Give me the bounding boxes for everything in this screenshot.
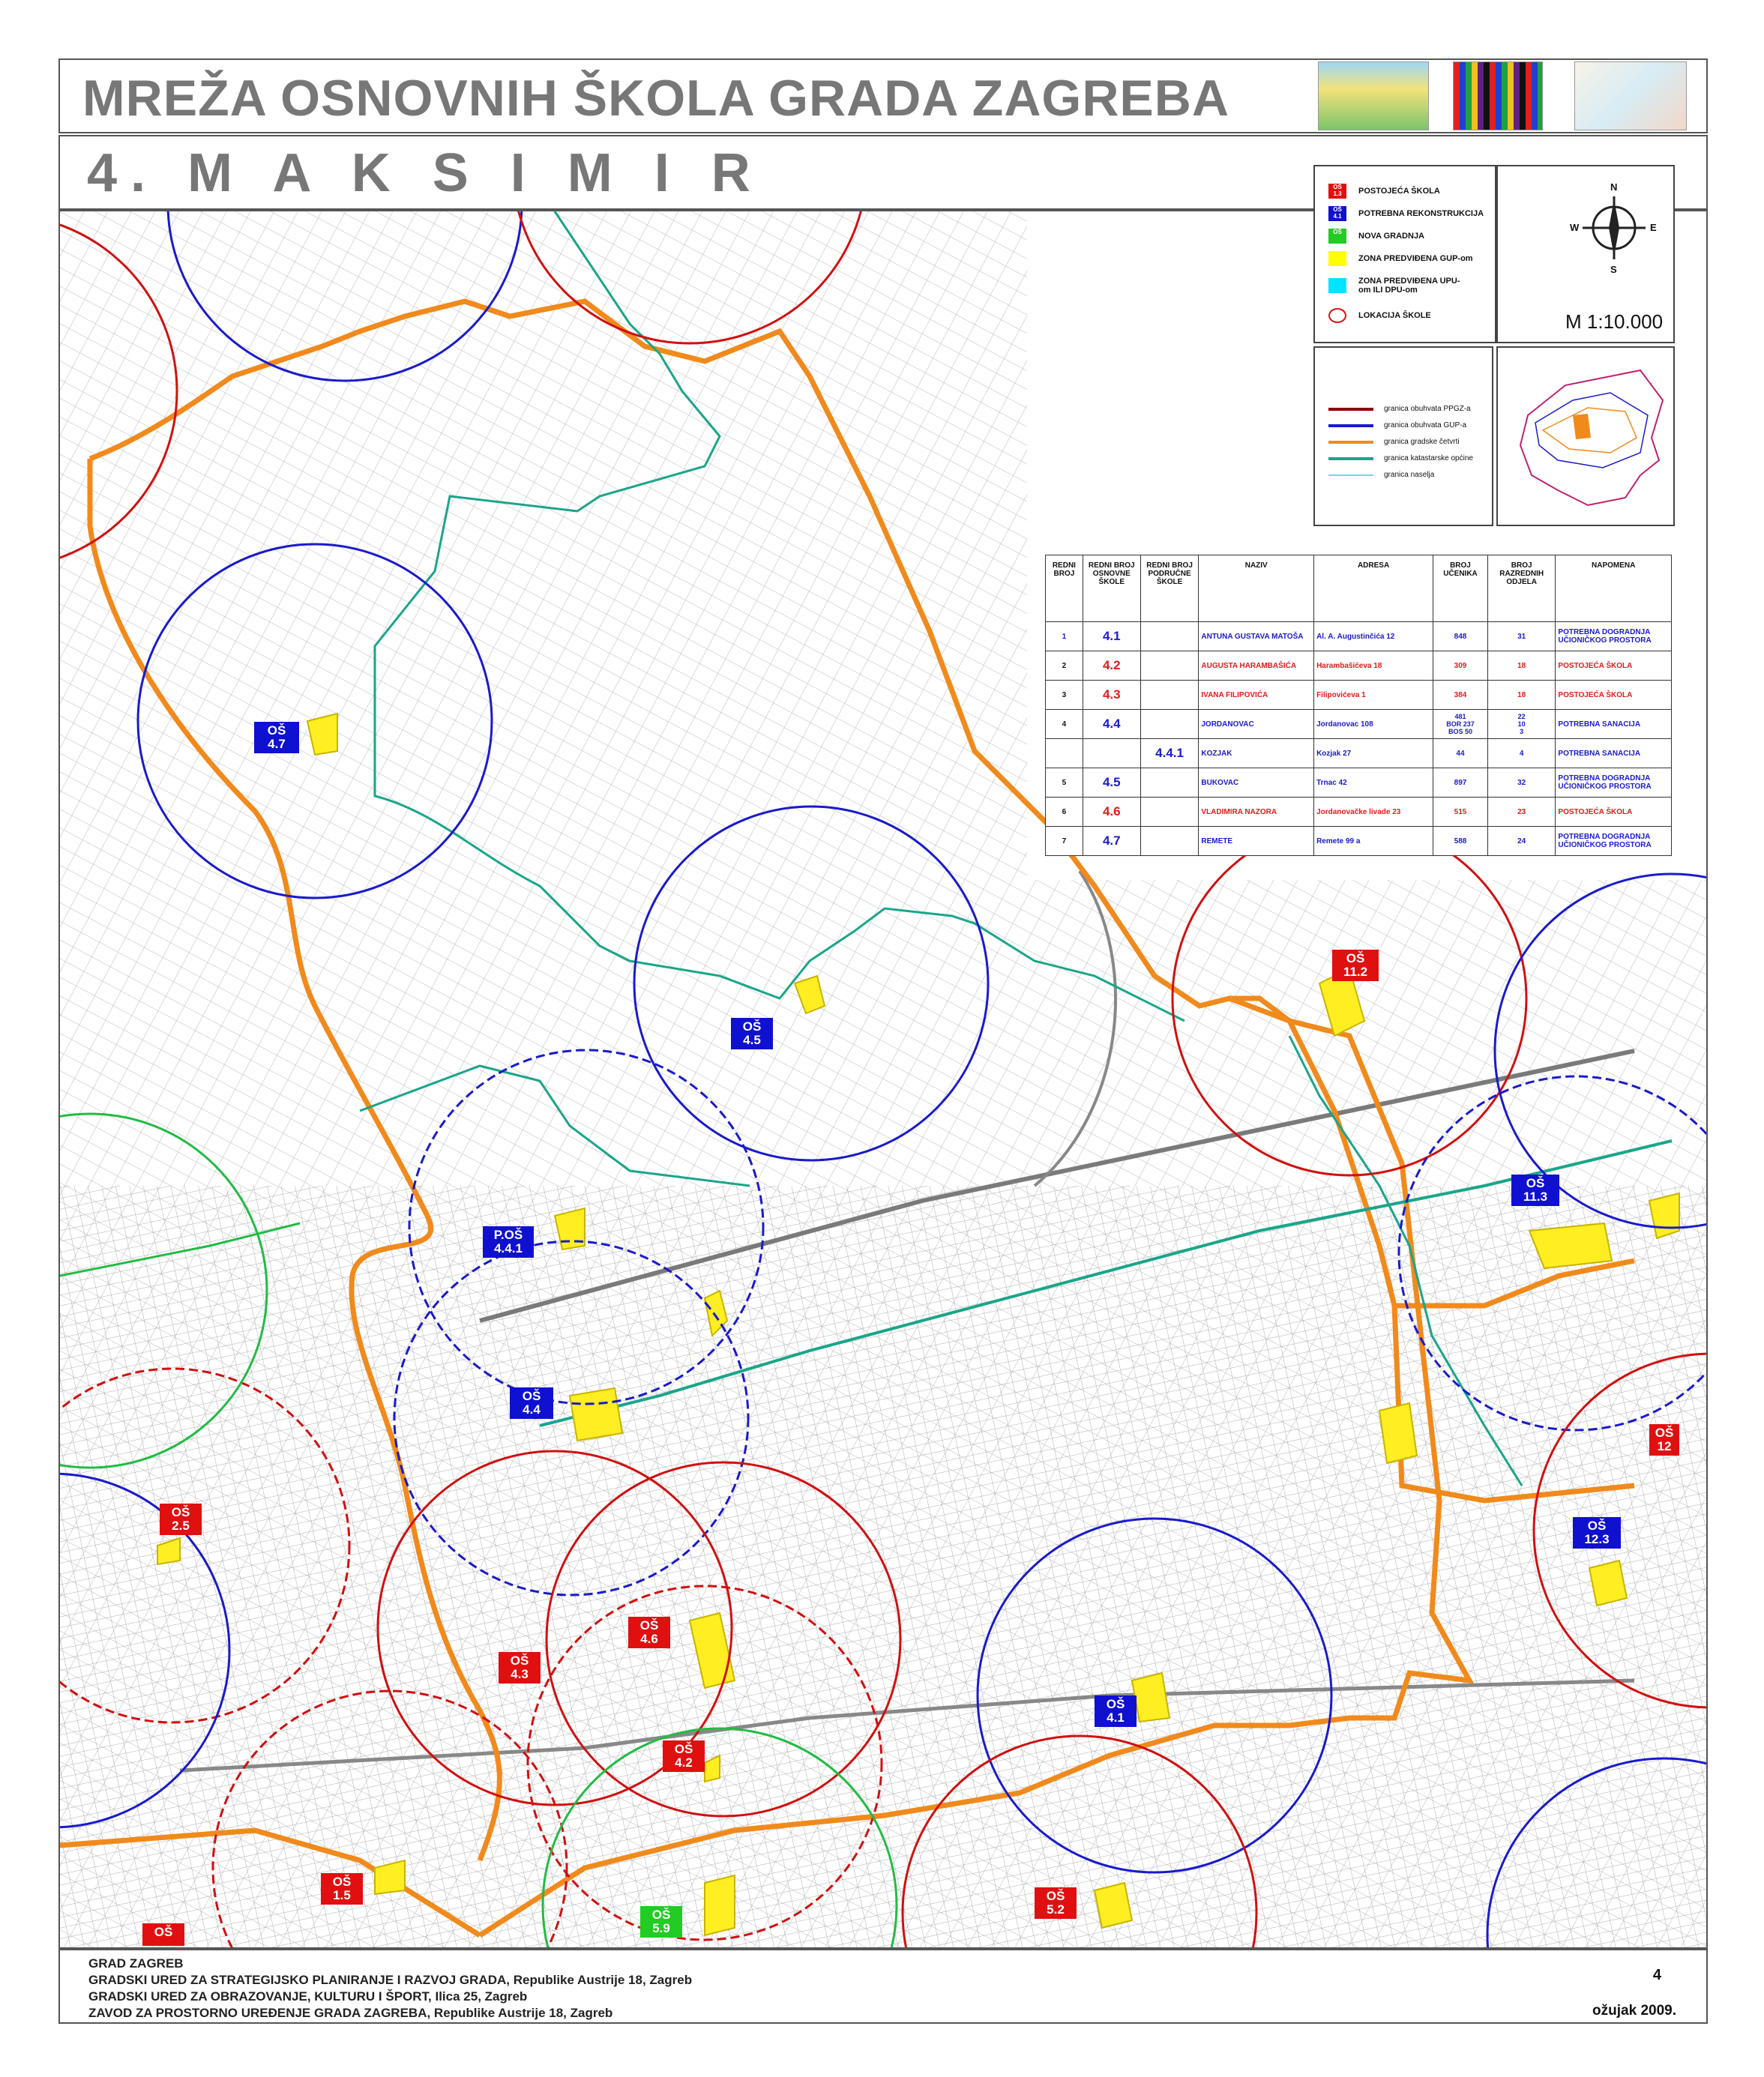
cell-naziv: AUGUSTA HARAMBAŠIĆA xyxy=(1199,651,1314,681)
cell-odjela: 22 10 3 xyxy=(1487,710,1555,739)
school-label-4-6[interactable]: OŠ 4.6 xyxy=(628,1617,670,1648)
cell-adresa: Remete 99 a xyxy=(1314,827,1433,856)
table-row[interactable] xyxy=(1046,710,1672,739)
cell-rb: 3 xyxy=(1046,681,1083,710)
school-label-5-9[interactable]: OŠ 5.9 xyxy=(640,1906,682,1938)
cell-os: 4.1 xyxy=(1083,622,1140,651)
cell-naziv: VLADIMIRA NAZORA xyxy=(1199,798,1314,827)
cell-naziv: KOZJAK xyxy=(1199,739,1314,768)
column-header: NAZIV xyxy=(1199,555,1314,622)
cell-ucenika: 515 xyxy=(1433,798,1488,827)
cell-os: 4.3 xyxy=(1083,681,1140,710)
column-header: BROJ UČENIKA xyxy=(1433,555,1488,622)
cell-ucenika: 897 xyxy=(1433,768,1488,798)
column-header: ADRESA xyxy=(1314,555,1433,622)
cell-rb: 4 xyxy=(1046,710,1083,739)
cell-ucenika: 588 xyxy=(1433,827,1488,856)
cell-odjela: 32 xyxy=(1487,768,1555,798)
school-label-2-5[interactable]: OŠ 2.5 xyxy=(160,1504,202,1535)
cell-os: 4.4 xyxy=(1083,710,1140,739)
cell-ucenika: 481 BOR 237 BOS 50 xyxy=(1433,710,1488,739)
school-label-4-4[interactable]: OŠ 4.4 xyxy=(510,1387,553,1419)
cell-odjela: 18 xyxy=(1487,651,1555,681)
legend-item: LOKACIJA ŠKOLE xyxy=(1328,307,1431,324)
table-row[interactable] xyxy=(1046,651,1672,681)
cell-os: 4.2 xyxy=(1083,651,1140,681)
legend-swatch xyxy=(1328,251,1346,266)
school-table xyxy=(1045,555,1672,856)
table-row[interactable] xyxy=(1046,739,1672,768)
cell-adresa: Kozjak 27 xyxy=(1314,739,1433,768)
boundary-item: granica naselja xyxy=(1328,471,1434,479)
cell-odjela: 4 xyxy=(1487,739,1555,768)
district-title: 4. M A K S I M I R xyxy=(87,143,764,203)
cell-ps xyxy=(1140,651,1199,681)
cell-ucenika: 848 xyxy=(1433,622,1488,651)
legend-swatch: OŠ xyxy=(1328,229,1346,244)
cell-napomena: POSTOJEĆA ŠKOLA xyxy=(1556,681,1672,710)
boundary-item: granica gradske četvrti xyxy=(1328,438,1460,446)
cell-adresa: Filipovićeva 1 xyxy=(1314,681,1433,710)
legend-panel xyxy=(1313,165,1496,343)
cell-ps xyxy=(1140,768,1199,798)
footer-line-1: GRAD ZAGREB xyxy=(88,1956,184,1971)
cell-ps xyxy=(1140,798,1199,827)
school-label-11-3[interactable]: OŠ 11.3 xyxy=(1511,1175,1559,1206)
cell-naziv: JORDANOVAC xyxy=(1199,710,1314,739)
children-drawing-thumbnail xyxy=(1318,61,1429,130)
cell-ps xyxy=(1140,681,1199,710)
cell-napomena: POTREBNA SANACIJA xyxy=(1556,710,1672,739)
boundary-item: granica obuhvata PPGZ-a xyxy=(1328,405,1471,413)
cell-os: 4.7 xyxy=(1083,827,1140,856)
cell-naziv: BUKOVAC xyxy=(1199,768,1314,798)
cell-naziv: ANTUNA GUSTAVA MATOŠA xyxy=(1199,622,1314,651)
cell-odjela: 24 xyxy=(1487,827,1555,856)
legend-swatch: OŠ 4.1 xyxy=(1328,206,1346,221)
cell-os: 4.5 xyxy=(1083,768,1140,798)
column-header: REDNI BROJ PODRUČNE ŠKOLE xyxy=(1140,555,1199,622)
school-label-4-2[interactable]: OŠ 4.2 xyxy=(663,1740,705,1772)
legend-item: OŠ 4.1 POTREBNA REKONSTRUKCIJA xyxy=(1328,205,1484,222)
legend-item: OŠ NOVA GRADNJA xyxy=(1328,228,1424,244)
cell-rb: 6 xyxy=(1046,798,1083,827)
table-row[interactable] xyxy=(1046,622,1672,651)
cell-adresa: Jordanovačke livade 23 xyxy=(1314,798,1433,827)
cell-rb: 7 xyxy=(1046,827,1083,856)
school-label-12-3[interactable]: OŠ 12.3 xyxy=(1573,1517,1621,1549)
legend-swatch xyxy=(1328,278,1346,293)
cell-ps xyxy=(1140,710,1199,739)
cell-odjela: 18 xyxy=(1487,681,1555,710)
cell-rb: 5 xyxy=(1046,768,1083,798)
column-header: NAPOMENA xyxy=(1556,555,1672,622)
school-label-4-4-1[interactable]: P.OŠ 4.4.1 xyxy=(483,1226,534,1258)
column-header: BROJ RAZREDNIH ODJELA xyxy=(1487,555,1555,622)
footer xyxy=(58,1949,1708,2024)
coloured-pencils-thumbnail xyxy=(1453,61,1543,130)
compass-north: N xyxy=(1610,181,1618,193)
school-label-5-2[interactable]: OŠ 5.2 xyxy=(1035,1887,1077,1919)
compass-east: E xyxy=(1650,222,1657,233)
cell-napomena: POTREBNA SANACIJA xyxy=(1556,739,1672,768)
compass-icon xyxy=(1498,166,1673,294)
column-header: REDNI BROJ xyxy=(1046,555,1083,622)
school-drawing-thumbnail xyxy=(1574,61,1687,130)
table-header-row xyxy=(1046,555,1672,622)
school-label-11-2[interactable]: OŠ 11.2 xyxy=(1332,950,1379,981)
cell-rb xyxy=(1046,739,1083,768)
footer-line-2: GRADSKI URED ZA STRATEGIJSKO PLANIRANJE I RAZVOJ GRADA, Republike Austrije 18, Zagreb xyxy=(88,1973,693,1987)
cell-ps xyxy=(1140,622,1199,651)
table-row[interactable] xyxy=(1046,768,1672,798)
footer-date: ožujak 2009. xyxy=(1592,2003,1676,2019)
table-row[interactable] xyxy=(1046,681,1672,710)
school-label-4-7[interactable]: OŠ 4.7 xyxy=(254,722,299,753)
school-label-1-5[interactable]: OŠ 1.5 xyxy=(321,1873,363,1905)
urban-pattern xyxy=(60,1186,1706,1947)
cell-rb: 2 xyxy=(1046,651,1083,681)
cell-adresa: Trnac 42 xyxy=(1314,768,1433,798)
school-label-12[interactable]: OŠ 12 xyxy=(1649,1424,1679,1456)
cell-ucenika: 309 xyxy=(1433,651,1488,681)
cell-odjela: 31 xyxy=(1487,622,1555,651)
inset-map-panel xyxy=(1496,346,1675,526)
cell-naziv: IVANA FILIPOVIĆA xyxy=(1199,681,1314,710)
cell-ps xyxy=(1140,827,1199,856)
cell-napomena: POTREBNA DOGRADNJA UČIONIČKOG PROSTORA xyxy=(1556,768,1672,798)
table-row[interactable] xyxy=(1046,827,1672,856)
compass-west: W xyxy=(1570,222,1580,233)
table-row[interactable] xyxy=(1046,798,1672,827)
cell-adresa: Al. A. Augustinčića 12 xyxy=(1314,622,1433,651)
cell-naziv: REMETE xyxy=(1199,827,1314,856)
cell-napomena: POTREBNA DOGRADNJA UČIONIČKOG PROSTORA xyxy=(1556,622,1672,651)
boundary-item: granica katastarske općine xyxy=(1328,454,1473,462)
page-title: MREŽA OSNOVNIH ŠKOLA GRADA ZAGREBA xyxy=(82,70,1229,127)
cell-adresa: Harambašićeva 18 xyxy=(1314,651,1433,681)
cell-os: 4.6 xyxy=(1083,798,1140,827)
page-number: 4 xyxy=(1652,1967,1661,1983)
legend-swatch: OŠ 1.3 xyxy=(1328,184,1346,199)
cell-odjela: 23 xyxy=(1487,798,1555,827)
cell-ucenika: 44 xyxy=(1433,739,1488,768)
cell-napomena: POSTOJEĆA ŠKOLA xyxy=(1556,798,1672,827)
school-label-partial[interactable]: OŠ xyxy=(142,1923,184,1946)
cell-os xyxy=(1083,739,1140,768)
cell-ucenika: 384 xyxy=(1433,681,1488,710)
compass-south: S xyxy=(1610,264,1617,275)
legend-item: ZONA PREDVIĐENA UPU-om ILI DPU-om xyxy=(1328,273,1471,298)
school-label-4-3[interactable]: OŠ 4.3 xyxy=(499,1652,541,1683)
footer-line-4: ZAVOD ZA PROSTORNO UREĐENJE GRADA ZAGREBA, Republike Austrije 18, Zagreb xyxy=(88,2006,613,2020)
legend-item: OŠ 1.3 POSTOJEĆA ŠKOLA xyxy=(1328,183,1440,199)
boundary-item: granica obuhvata GUP-a xyxy=(1328,421,1466,429)
cell-adresa: Jordanovac 108 xyxy=(1314,710,1433,739)
cell-rb: 1 xyxy=(1046,622,1083,651)
cell-napomena: POSTOJEĆA ŠKOLA xyxy=(1556,651,1672,681)
legend-item: ZONA PREDVIĐENA GUP-om xyxy=(1328,250,1473,267)
compass-panel xyxy=(1496,165,1675,343)
location-icon xyxy=(1328,308,1346,323)
cell-napomena: POTREBNA DOGRADNJA UČIONIČKOG PROSTORA xyxy=(1556,827,1672,856)
boundary-legend-panel xyxy=(1313,346,1493,526)
school-label-4-5[interactable]: OŠ 4.5 xyxy=(731,1018,773,1049)
column-header: REDNI BROJ OSNOVNE ŠKOLE xyxy=(1083,555,1140,622)
footer-line-3: GRADSKI URED ZA OBRAZOVANJE, KULTURU I ŠPORT, Ilica 25, Zagreb xyxy=(88,1989,528,2004)
cell-ps: 4.4.1 xyxy=(1140,739,1199,768)
inset-map xyxy=(1498,348,1673,525)
scale-label: M 1:10.000 xyxy=(1565,310,1664,333)
school-label-4-1[interactable]: OŠ 4.1 xyxy=(1095,1695,1137,1727)
